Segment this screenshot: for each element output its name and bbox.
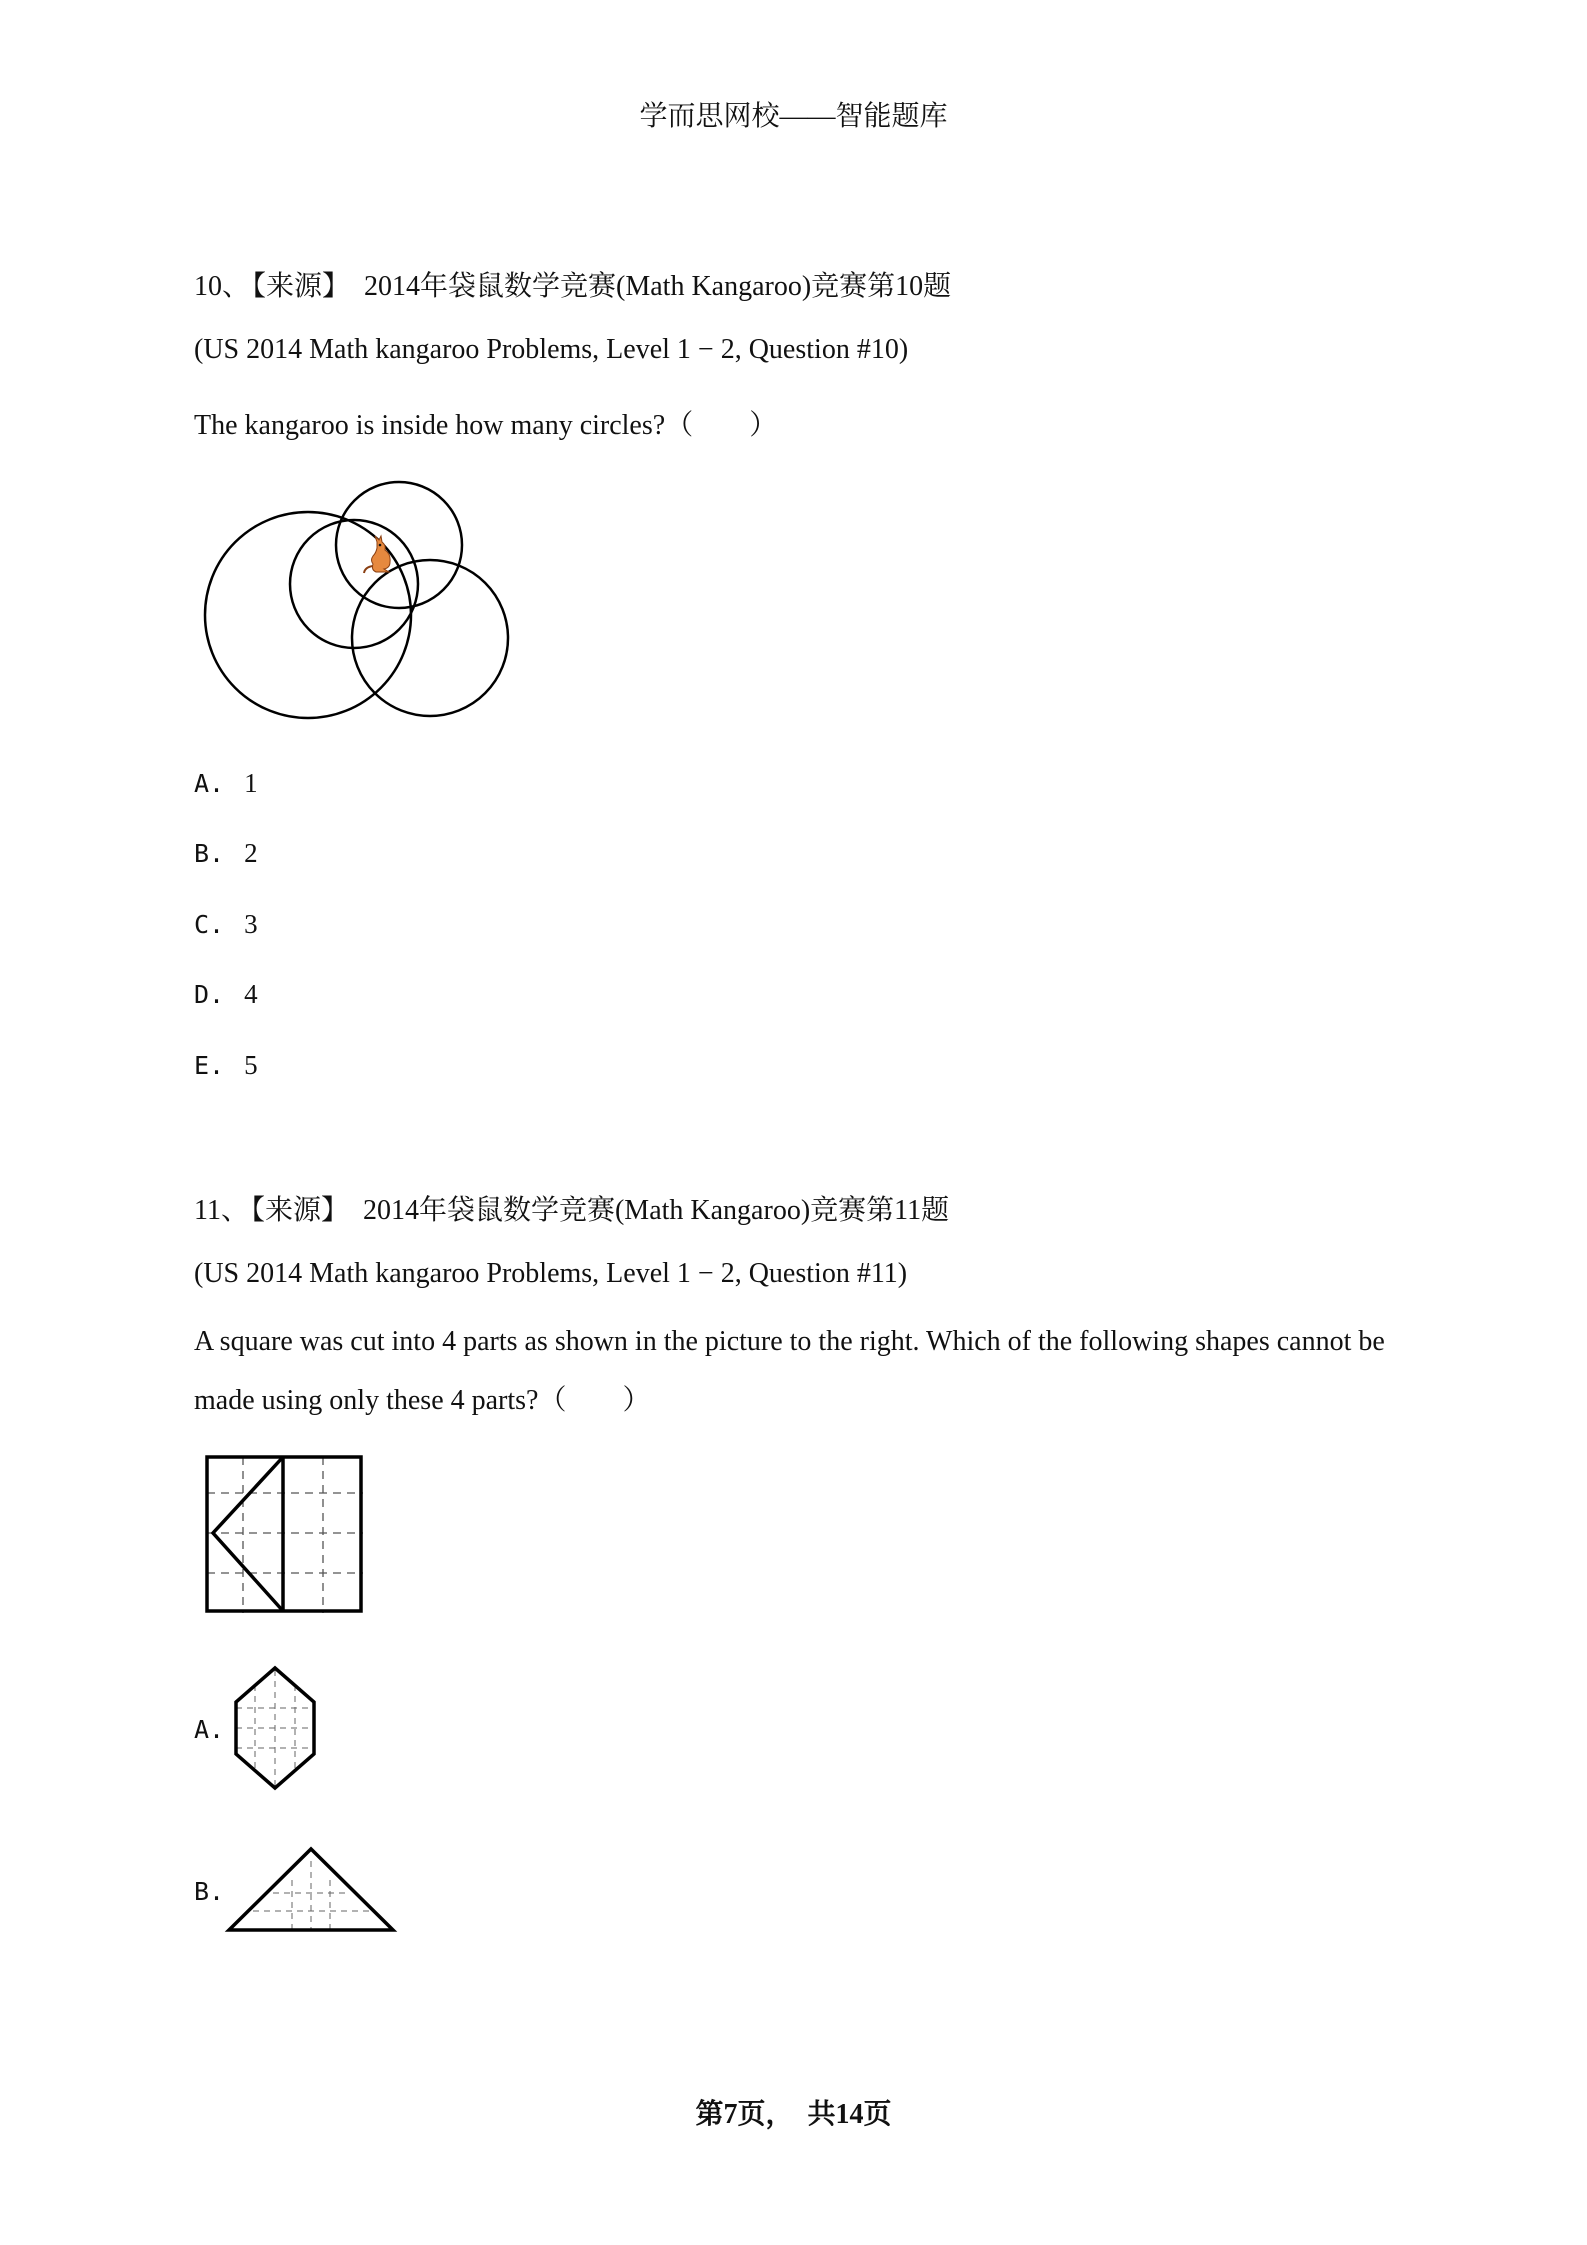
question-11-prompt-line-2: made using only these 4 parts?（ ） (194, 1385, 651, 1416)
choice-a[interactable] (194, 768, 258, 799)
circle-middle (290, 520, 418, 648)
cut-square-figure (205, 1455, 365, 1615)
choice-text: 1 (244, 768, 258, 798)
choice-text: 3 (244, 909, 258, 939)
choice-letter: B. (194, 1877, 225, 1906)
question-11-subtitle: (US 2014 Math kangaroo Problems, Level 1 − 2, Question #11) (194, 1258, 908, 1289)
choice-letter: E. (194, 1051, 225, 1080)
question-10-source-line (194, 264, 951, 304)
kangaroo-icon (364, 536, 390, 573)
octagon-shape-option[interactable] (230, 1665, 320, 1791)
source-text: 2014年袋鼠数学竞赛(Math Kangaroo)竞赛第10题 (364, 271, 952, 302)
question-number: 11、 (194, 1195, 249, 1226)
choice-text: 5 (244, 1050, 258, 1080)
triangle-shape-option[interactable] (225, 1845, 397, 1935)
circle-bottom-right (352, 560, 508, 716)
question-10-prompt: The kangaroo is inside how many circles?（ ） (194, 410, 778, 441)
circle-top (336, 482, 462, 608)
circles-figure (200, 475, 520, 725)
choice-letter: A. (194, 769, 225, 798)
choice-text: 4 (244, 979, 258, 1009)
page-footer: 第7页， 共14页 (695, 2099, 892, 2130)
choice-c[interactable] (194, 909, 258, 940)
choice-b[interactable] (194, 838, 258, 869)
question-number: 10、 (194, 271, 251, 302)
question-10-subtitle: (US 2014 Math kangaroo Problems, Level 1 − 2, Question #10) (194, 334, 909, 365)
page-header: 学而思网校——智能题库 (639, 101, 948, 132)
choice-letter: D. (194, 980, 225, 1009)
source-text: 2014年袋鼠数学竞赛(Math Kangaroo)竞赛第11题 (362, 1195, 950, 1226)
choice-d[interactable] (194, 979, 258, 1010)
choice-letter: C. (194, 910, 225, 939)
question-11-source-line (194, 1188, 949, 1228)
choice-letter: B. (194, 839, 225, 868)
choice-e[interactable] (194, 1050, 258, 1081)
question-11-prompt-line-1: A square was cut into 4 parts as shown in the picture to the right. Which of the following shapes cannot be (194, 1326, 1385, 1357)
choice-letter: A. (194, 1715, 225, 1744)
source-tag: 【来源】 (252, 271, 351, 302)
source-tag: 【来源】 (250, 1195, 349, 1226)
choice-text: 2 (244, 838, 258, 868)
